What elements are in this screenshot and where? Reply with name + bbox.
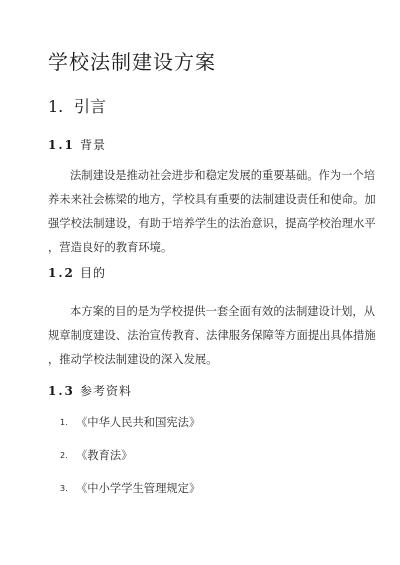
subsection-title: 背景 bbox=[80, 138, 107, 152]
reference-item bbox=[60, 414, 200, 430]
paragraph-line: ，营造良好的教育环境。 bbox=[48, 241, 173, 254]
paragraph-line: ，推动学校法制建设的深入发展。 bbox=[48, 353, 218, 366]
section-title: 引言 bbox=[74, 97, 107, 116]
reference-text: 《中华人民共和国宪法》 bbox=[76, 416, 201, 429]
paragraph-line: 法制建设是推动社会进步和稳定发展的重要基础。作为一个培 bbox=[70, 169, 376, 182]
paragraph-line: 本方案的目的是为学校提供一套全面有效的法制建设计划，从 bbox=[70, 305, 376, 318]
subsection-number: 1.3 bbox=[48, 384, 75, 398]
subsection-number: 1.2 bbox=[48, 266, 75, 280]
subsection-title: 参考资料 bbox=[80, 384, 133, 398]
reference-number: 3. bbox=[60, 484, 68, 493]
paragraph-line: 规章制度建设、法治宣传教育、法律服务保障等方面提出具体措施 bbox=[48, 329, 376, 342]
reference-number: 2. bbox=[60, 451, 68, 460]
purpose-paragraph bbox=[48, 300, 376, 372]
background-paragraph bbox=[48, 164, 376, 260]
subsection-number: 1.1 bbox=[48, 138, 75, 152]
reference-text: 《教育法》 bbox=[76, 449, 133, 462]
subsection-heading-purpose bbox=[48, 264, 106, 281]
document-title: 学校法制建设方案 bbox=[48, 50, 216, 74]
section-heading-intro bbox=[48, 94, 106, 117]
reference-item bbox=[60, 480, 200, 496]
section-number: 1. bbox=[48, 97, 64, 116]
reference-item bbox=[60, 447, 133, 463]
subsection-heading-references bbox=[48, 382, 132, 399]
subsection-heading-background bbox=[48, 136, 106, 153]
reference-number: 1. bbox=[60, 418, 68, 427]
subsection-title: 目的 bbox=[80, 266, 107, 280]
paragraph-line: 养未来社会栋梁的地方，学校具有重要的法制建设责任和使命。加 bbox=[48, 193, 376, 206]
reference-text: 《中小学学生管理规定》 bbox=[76, 482, 201, 495]
paragraph-line: 强学校法制建设，有助于培养学生的法治意识，提高学校治理水平 bbox=[48, 217, 376, 230]
